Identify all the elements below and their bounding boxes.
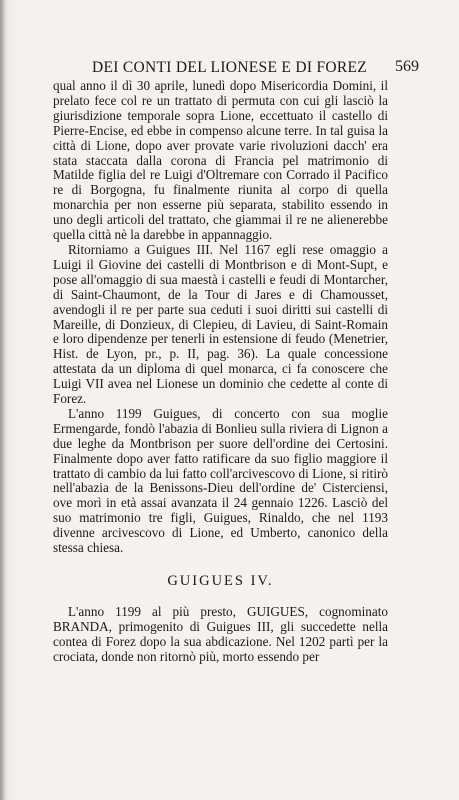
- page-header: [92, 59, 419, 77]
- section-heading: GUIGUES IV.: [167, 573, 274, 589]
- paragraph-4: L'anno 1199 al più presto, GUIGUES, cognominato BRANDA, primogenito di Guigues III, gli succedette nella contea di Forez dopo la sua abdicazione. Nel 1202 partì per la crociata, donde non ritornò più, morto essendo per: [53, 603, 388, 664]
- running-title: DEI CONTI DEL LIONESE E DI FOREZ: [92, 59, 368, 76]
- paragraph-2: Ritorniamo a Guigues III. Nel 1167 egli rese omaggio a Luigi il Giovine dei castelli di Montbrison e di Mont-Supt, e pose all'omaggio di sua maestà i castelli e feudi di Montarcher, di Saint-Chaumont, de la Tour di Jares e di Chamousset, avendogli il re per parte sua ceduti i suoi diritti sui castelli di Mareille, di Donzieux, di Clepieu, di Lavieu, di Saint-Romain e loro dipendenze per tenerli in estensione di feudo (Menetrier, Hist. de Lyon, pr., p. II, pag. 36). La quale concessione attestata da un diploma di quel monarca, ci fa conoscere che Luigi VII avea nel Lionese un dominio che cedette al conte di Forez.: [53, 241, 388, 407]
- spine-shadow: [0, 0, 6, 800]
- paragraph-1: qual anno il dì 30 aprile, lunedì dopo Misericordia Domini, il prelato fece col re un trattato di permuta con cui gli lasciò la giurisdizione temporale sopra Lione, eccettuato il castello di Pierre-Encise, ed ebbe in compenso alcune terre. In tal guisa la città di Lione, dopo aver provate varie rivoluzioni dacch' era stata staccata dalla corona di Francia pel matrimonio di Matilde figlia del re Luigi d'Oltremare con Corrado il Pacifico re di Borgogna, fu finalmente riunita al corpo di quella monarchia per non esserne più separata, stabilito essendo in uno degli articoli del trattato, che giammai il re ne alienerebbe quella città nè la darebbe in appannaggio.: [53, 78, 388, 243]
- paragraph-3: L'anno 1199 Guigues, di concerto con sua moglie Ermengarde, fondò l'abazia di Bonlieu sulla riviera di Lignon a due leghe da Montbrison per suore dell'ordine dei Certosini. Finalmente dopo aver fatto ratificare da suo figlio maggiore il trattato di cambio da lui fatto coll'arcivescovo di Lione, si ritirò nell'abazia de la Benissons-Dieu dell'ordine de' Cisterciensi, ove morì in età assai avanzata il 24 gennaio 1226. Lasciò del suo matrimonio tre figli, Guigues, Rinaldo, che nel 1193 divenne arcivescovo di Lione, ed Umberto, canonico della stessa chiesa.: [53, 405, 388, 556]
- page-number: 569: [395, 58, 419, 75]
- body-text: [53, 79, 388, 665]
